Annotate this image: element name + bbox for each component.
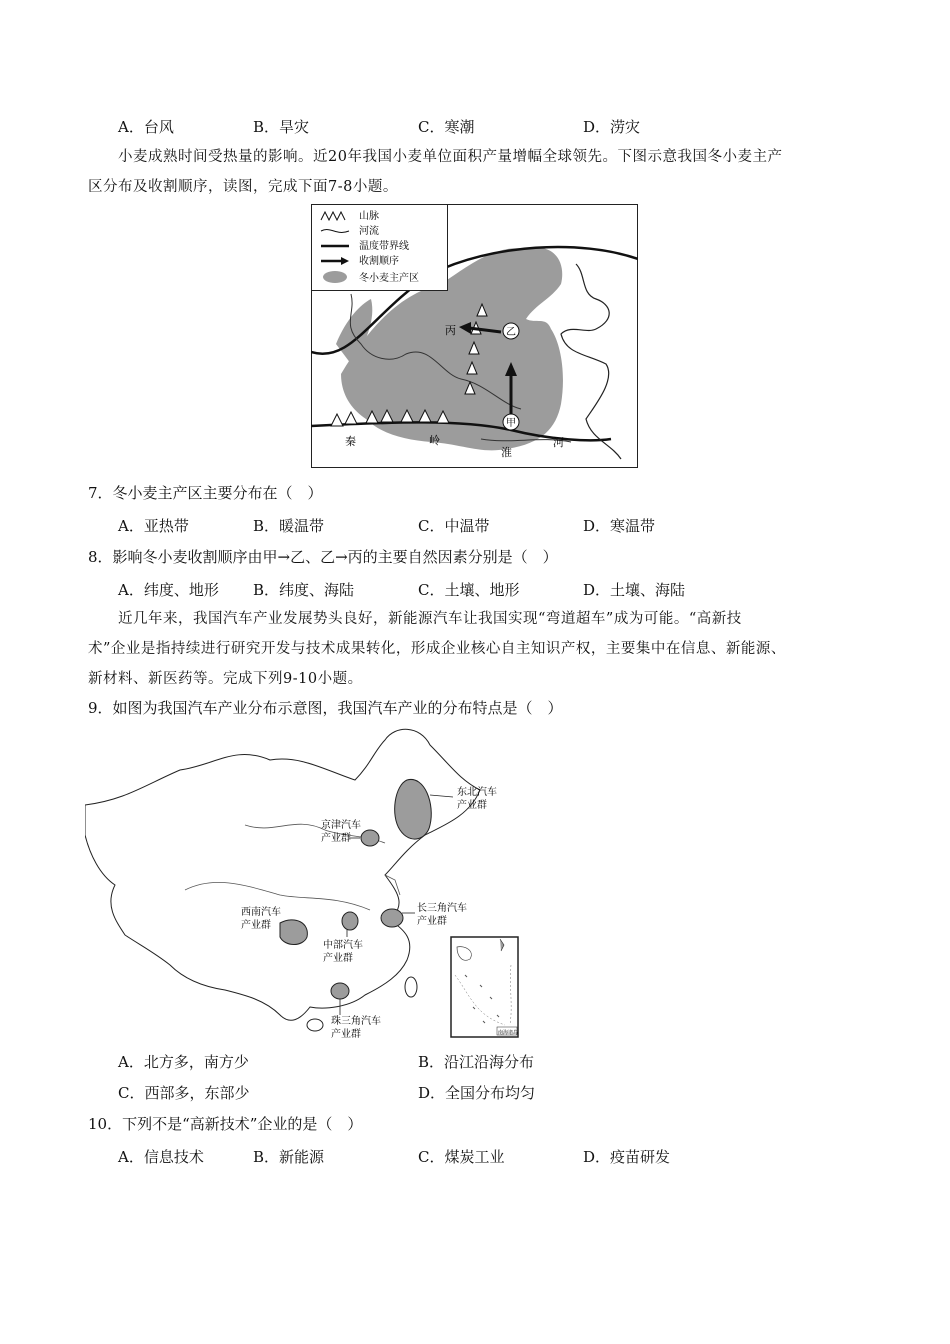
map1-legend bbox=[312, 205, 448, 291]
q7-option-c[interactable]: C．中温带 bbox=[418, 517, 490, 535]
inset-label: 南海诸岛 bbox=[498, 1030, 519, 1036]
q9-stem: 9．如图为我国汽车产业分布示意图，我国汽车产业的分布特点是（ ） bbox=[88, 699, 563, 717]
legend-wheat-icon bbox=[323, 271, 347, 283]
label-bing: 丙 bbox=[445, 324, 456, 337]
dongbei-label-2: 产业群 bbox=[457, 800, 487, 811]
label-he: 河 bbox=[553, 436, 564, 449]
zhusanjiao-cluster bbox=[331, 983, 349, 999]
q10-option-d[interactable]: D．疫苗研发 bbox=[583, 1148, 671, 1166]
hainan-island bbox=[307, 1019, 323, 1031]
q8-option-c[interactable]: C．土壤、地形 bbox=[418, 581, 520, 599]
q8-option-a[interactable]: A．纬度、地形 bbox=[118, 581, 219, 599]
q8-option-d[interactable]: D．土壤、海陆 bbox=[583, 581, 686, 599]
q6-option-b[interactable]: B．旱灾 bbox=[253, 118, 310, 136]
jingjin-cluster bbox=[361, 830, 379, 846]
intro-7-8-line1: 小麦成熟时间受热量的影响。近20年我国小麦单位面积产量增幅全球领先。下图示意我国冬小麦主产 bbox=[118, 149, 783, 165]
legend-mountain-label: 山脉 bbox=[359, 211, 379, 222]
q10-option-a[interactable]: A．信息技术 bbox=[118, 1148, 204, 1166]
legend-wheat-label: 冬小麦主产区 bbox=[359, 273, 419, 284]
zhusanjiao-label-2: 产业群 bbox=[331, 1029, 361, 1040]
q9-option-d[interactable]: D．全国分布均匀 bbox=[418, 1084, 536, 1102]
label-huai: 淮 bbox=[501, 446, 512, 459]
jingjin-label-1: 京津汽车 bbox=[321, 820, 361, 831]
changsanjiao-label-1: 长三角汽车 bbox=[417, 903, 467, 914]
q8-stem: 8．影响冬小麦收割顺序由甲→乙、乙→丙的主要自然因素分别是（ ） bbox=[88, 548, 558, 566]
legend-boundary-label: 温度带界线 bbox=[359, 241, 409, 252]
intro-9-10-line1: 近几年来，我国汽车产业发展势头良好，新能源汽车让我国实现“弯道超车”成为可能。“高新技 bbox=[118, 611, 742, 627]
intro-7-8 bbox=[88, 142, 868, 202]
q7-stem: 7．冬小麦主产区主要分布在（ ） bbox=[88, 484, 323, 502]
q6-option-c[interactable]: C．寒潮 bbox=[418, 118, 475, 136]
wheat-region-map bbox=[311, 204, 638, 468]
label-jia: 甲 bbox=[506, 418, 516, 429]
q9-option-c[interactable]: C．西部多，东部少 bbox=[118, 1084, 250, 1102]
q8-option-b[interactable]: B．纬度、海陆 bbox=[253, 581, 355, 599]
legend-arrow-label: 收割顺序 bbox=[359, 256, 399, 267]
zhongbu-label-2: 产业群 bbox=[323, 953, 353, 964]
intro-9-10 bbox=[88, 604, 868, 694]
jingjin-label-2: 产业群 bbox=[321, 833, 351, 844]
auto-industry-map bbox=[85, 725, 525, 1043]
south-china-sea-inset bbox=[451, 937, 518, 1037]
taiwan-island bbox=[405, 977, 417, 997]
label-yi: 乙 bbox=[506, 327, 516, 338]
q10-stem: 10．下列不是“高新技术”企业的是（ ） bbox=[88, 1115, 363, 1133]
xinan-label-1: 西南汽车 bbox=[241, 907, 281, 918]
label-ling: 岭 bbox=[429, 434, 440, 447]
changsanjiao-cluster bbox=[381, 909, 403, 927]
q7-option-b[interactable]: B．暖温带 bbox=[253, 517, 325, 535]
zhongbu-label-1: 中部汽车 bbox=[323, 940, 363, 951]
q9-option-a[interactable]: A．北方多，南方少 bbox=[118, 1053, 249, 1071]
intro-7-8-line2: 区分布及收割顺序，读图，完成下面7-8小题。 bbox=[88, 179, 398, 195]
xinan-cluster bbox=[280, 920, 307, 945]
q10-option-c[interactable]: C．煤炭工业 bbox=[418, 1148, 505, 1166]
intro-9-10-line2: 术”企业是指持续进行研究开发与技术成果转化，形成企业核心自主知识产权，主要集中在信息、新能源、 bbox=[88, 641, 786, 657]
china-outline bbox=[85, 729, 480, 1020]
q6-option-a[interactable]: A．台风 bbox=[118, 118, 174, 136]
q9-option-b[interactable]: B．沿江沿海分布 bbox=[418, 1053, 535, 1071]
changsanjiao-label-2: 产业群 bbox=[417, 916, 447, 927]
legend-river-label: 河流 bbox=[359, 226, 379, 237]
zhongbu-cluster bbox=[342, 912, 358, 930]
label-qin: 秦 bbox=[345, 435, 356, 448]
xinan-label-2: 产业群 bbox=[241, 920, 271, 931]
q10-option-b[interactable]: B．新能源 bbox=[253, 1148, 325, 1166]
dongbei-label-1: 东北汽车 bbox=[457, 787, 497, 798]
q6-option-d[interactable]: D．涝灾 bbox=[583, 118, 641, 136]
intro-9-10-line3: 新材料、新医药等。完成下列9-10小题。 bbox=[88, 671, 363, 687]
q7-option-d[interactable]: D．寒温带 bbox=[583, 517, 656, 535]
q7-option-a[interactable]: A．亚热带 bbox=[118, 517, 189, 535]
zhusanjiao-label-1: 珠三角汽车 bbox=[331, 1016, 381, 1027]
